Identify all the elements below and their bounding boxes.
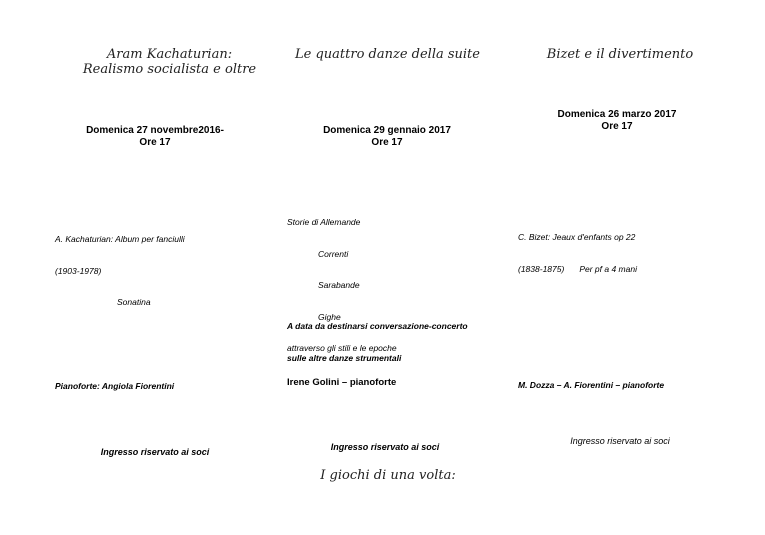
concert-2-program-line-4: Gighe — [318, 311, 341, 322]
concert-2-footer: I giochi di una volta: — [320, 468, 456, 483]
concert-2-date — [287, 125, 487, 149]
concert-2-program-line-2: Correnti — [318, 248, 349, 259]
concert-2-title — [275, 47, 500, 62]
concert-2-note — [287, 300, 468, 374]
concert-2-note-line-1: A data da destinarsi conversazione-concerto — [287, 321, 468, 331]
concert-1-title-line-1: Aram Kachaturian: — [106, 47, 233, 62]
concert-2-program-line-5: attraverso gli stili e le epoche — [287, 343, 397, 353]
concert-1-time: Ore 17 — [139, 137, 171, 148]
concert-1-title — [62, 47, 277, 77]
concert-3-date — [522, 109, 712, 133]
concert-1-program-line-1: A. Kachaturian: Album per fanciulli — [55, 234, 185, 244]
concert-3-program-scoring: Per pf a 4 mani — [579, 263, 637, 274]
concert-3-entry-note: Ingresso riservato ai soci — [570, 436, 670, 446]
concert-1-title-line-2: Realismo socialista e oltre — [82, 62, 257, 77]
concert-1-date — [60, 125, 250, 149]
concert-3-program-dates: (1838-1875) — [518, 263, 565, 274]
concert-1-date-line-1: Domenica 27 novembre2016- — [86, 125, 224, 136]
concert-3-performer: M. Dozza – A. Fiorentini – pianoforte — [518, 380, 665, 390]
concert-2-program-line-3: Sarabande — [318, 280, 360, 290]
concert-2-date-line-1: Domenica 29 gennaio 2017 — [323, 125, 451, 136]
concert-1-program-line-3: Sonatina — [117, 297, 151, 307]
concert-2-entry-note: Ingresso riservato ai soci — [330, 442, 440, 452]
concert-2-title-line-1: Le quattro danze della suite — [295, 47, 480, 62]
concert-2-time: Ore 17 — [371, 137, 403, 148]
concert-2-performer: Irene Golini – pianoforte — [287, 377, 397, 388]
concert-3-title — [515, 47, 725, 62]
concert-3-program-line-2 — [518, 264, 637, 275]
concert-3-program-line-1: C. Bizet: Jeaux d'enfants op 22 — [518, 232, 636, 242]
concert-2-program-line-1: Storie di Allemande — [287, 217, 361, 227]
concert-3-time: Ore 17 — [601, 121, 633, 132]
concert-1-program — [55, 213, 185, 318]
concert-1-program-line-2: (1903-1978) — [55, 265, 102, 276]
concert-3-program — [518, 211, 637, 285]
concert-3-date-line-1: Domenica 26 marzo 2017 — [557, 109, 677, 120]
concert-1-entry-note: Ingresso riservato ai soci — [100, 447, 210, 457]
concert-3-title-line-1: Bizet e il divertimento — [546, 47, 694, 62]
concert-1-performer: Pianoforte: Angiola Fiorentini — [55, 381, 175, 391]
concert-2-note-line-2: sulle altre danze strumentali — [287, 352, 402, 363]
